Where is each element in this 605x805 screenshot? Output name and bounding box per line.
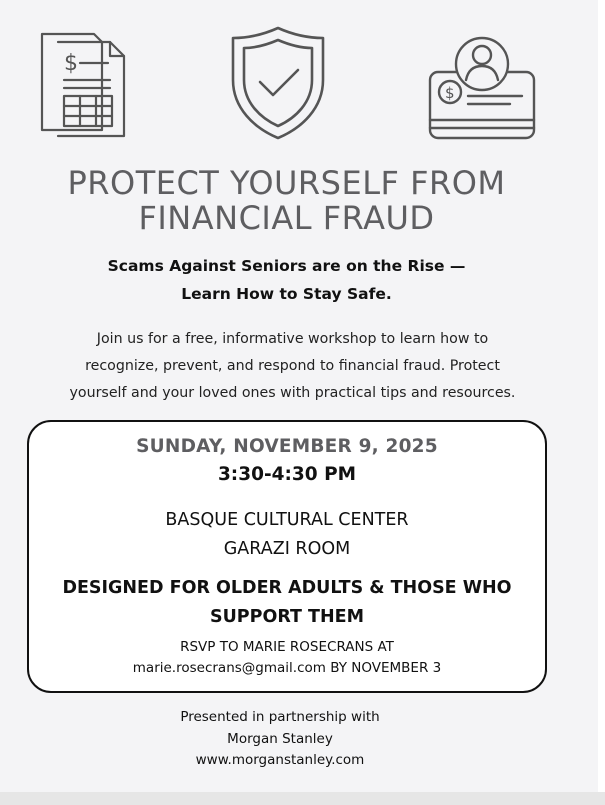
audience-line-2: SUPPORT THEM <box>209 607 364 627</box>
event-details-box <box>27 420 547 693</box>
page-title <box>0 166 573 236</box>
event-date: SUNDAY, NOVEMBER 9, 2025 <box>136 436 438 457</box>
subtitle-line-1: Scams Against Seniors are on the Rise — <box>107 257 466 275</box>
intro-line-3: yourself and your loved ones with practical tips and resources. <box>69 385 516 401</box>
intro-line-2: recognize, prevent, and respond to financial fraud. Protect <box>85 358 500 374</box>
invoice-document-icon <box>38 30 130 140</box>
footer-partner-name: Morgan Stanley <box>227 730 333 747</box>
shield-check-icon <box>228 24 328 142</box>
svg-text:$: $ <box>445 84 455 102</box>
svg-text:$: $ <box>64 51 78 76</box>
rsvp-line-1: RSVP TO MARIE ROSECRANS AT <box>180 639 394 655</box>
venue-name: BASQUE CULTURAL CENTER <box>165 510 409 530</box>
event-audience <box>29 574 545 632</box>
event-rsvp <box>29 637 545 679</box>
title-line-2: FINANCIAL FRAUD <box>138 199 435 237</box>
right-margin <box>598 0 605 805</box>
title-line-1: PROTECT YOURSELF FROM <box>67 164 506 202</box>
bottom-margin <box>0 792 605 805</box>
event-venue <box>29 506 545 564</box>
rsvp-line-2: marie.rosecrans@gmail.com BY NOVEMBER 3 <box>132 660 442 676</box>
footer-line-1: Presented in partnership with <box>180 709 380 725</box>
intro-paragraph <box>20 326 565 407</box>
subtitle <box>0 252 573 308</box>
venue-room: GARAZI ROOM <box>223 539 351 559</box>
intro-line-1: Join us for a free, informative workshop to learn how to <box>96 331 489 347</box>
footer-credits <box>0 707 560 772</box>
audience-line-1: DESIGNED FOR OLDER ADULTS & THOSE WHO <box>62 578 512 598</box>
subtitle-line-2: Learn How to Stay Safe. <box>181 285 392 303</box>
id-card-icon <box>426 34 538 142</box>
event-time: 3:30-4:30 PM <box>217 464 357 485</box>
footer-website-link: www.morganstanley.com <box>195 752 365 768</box>
